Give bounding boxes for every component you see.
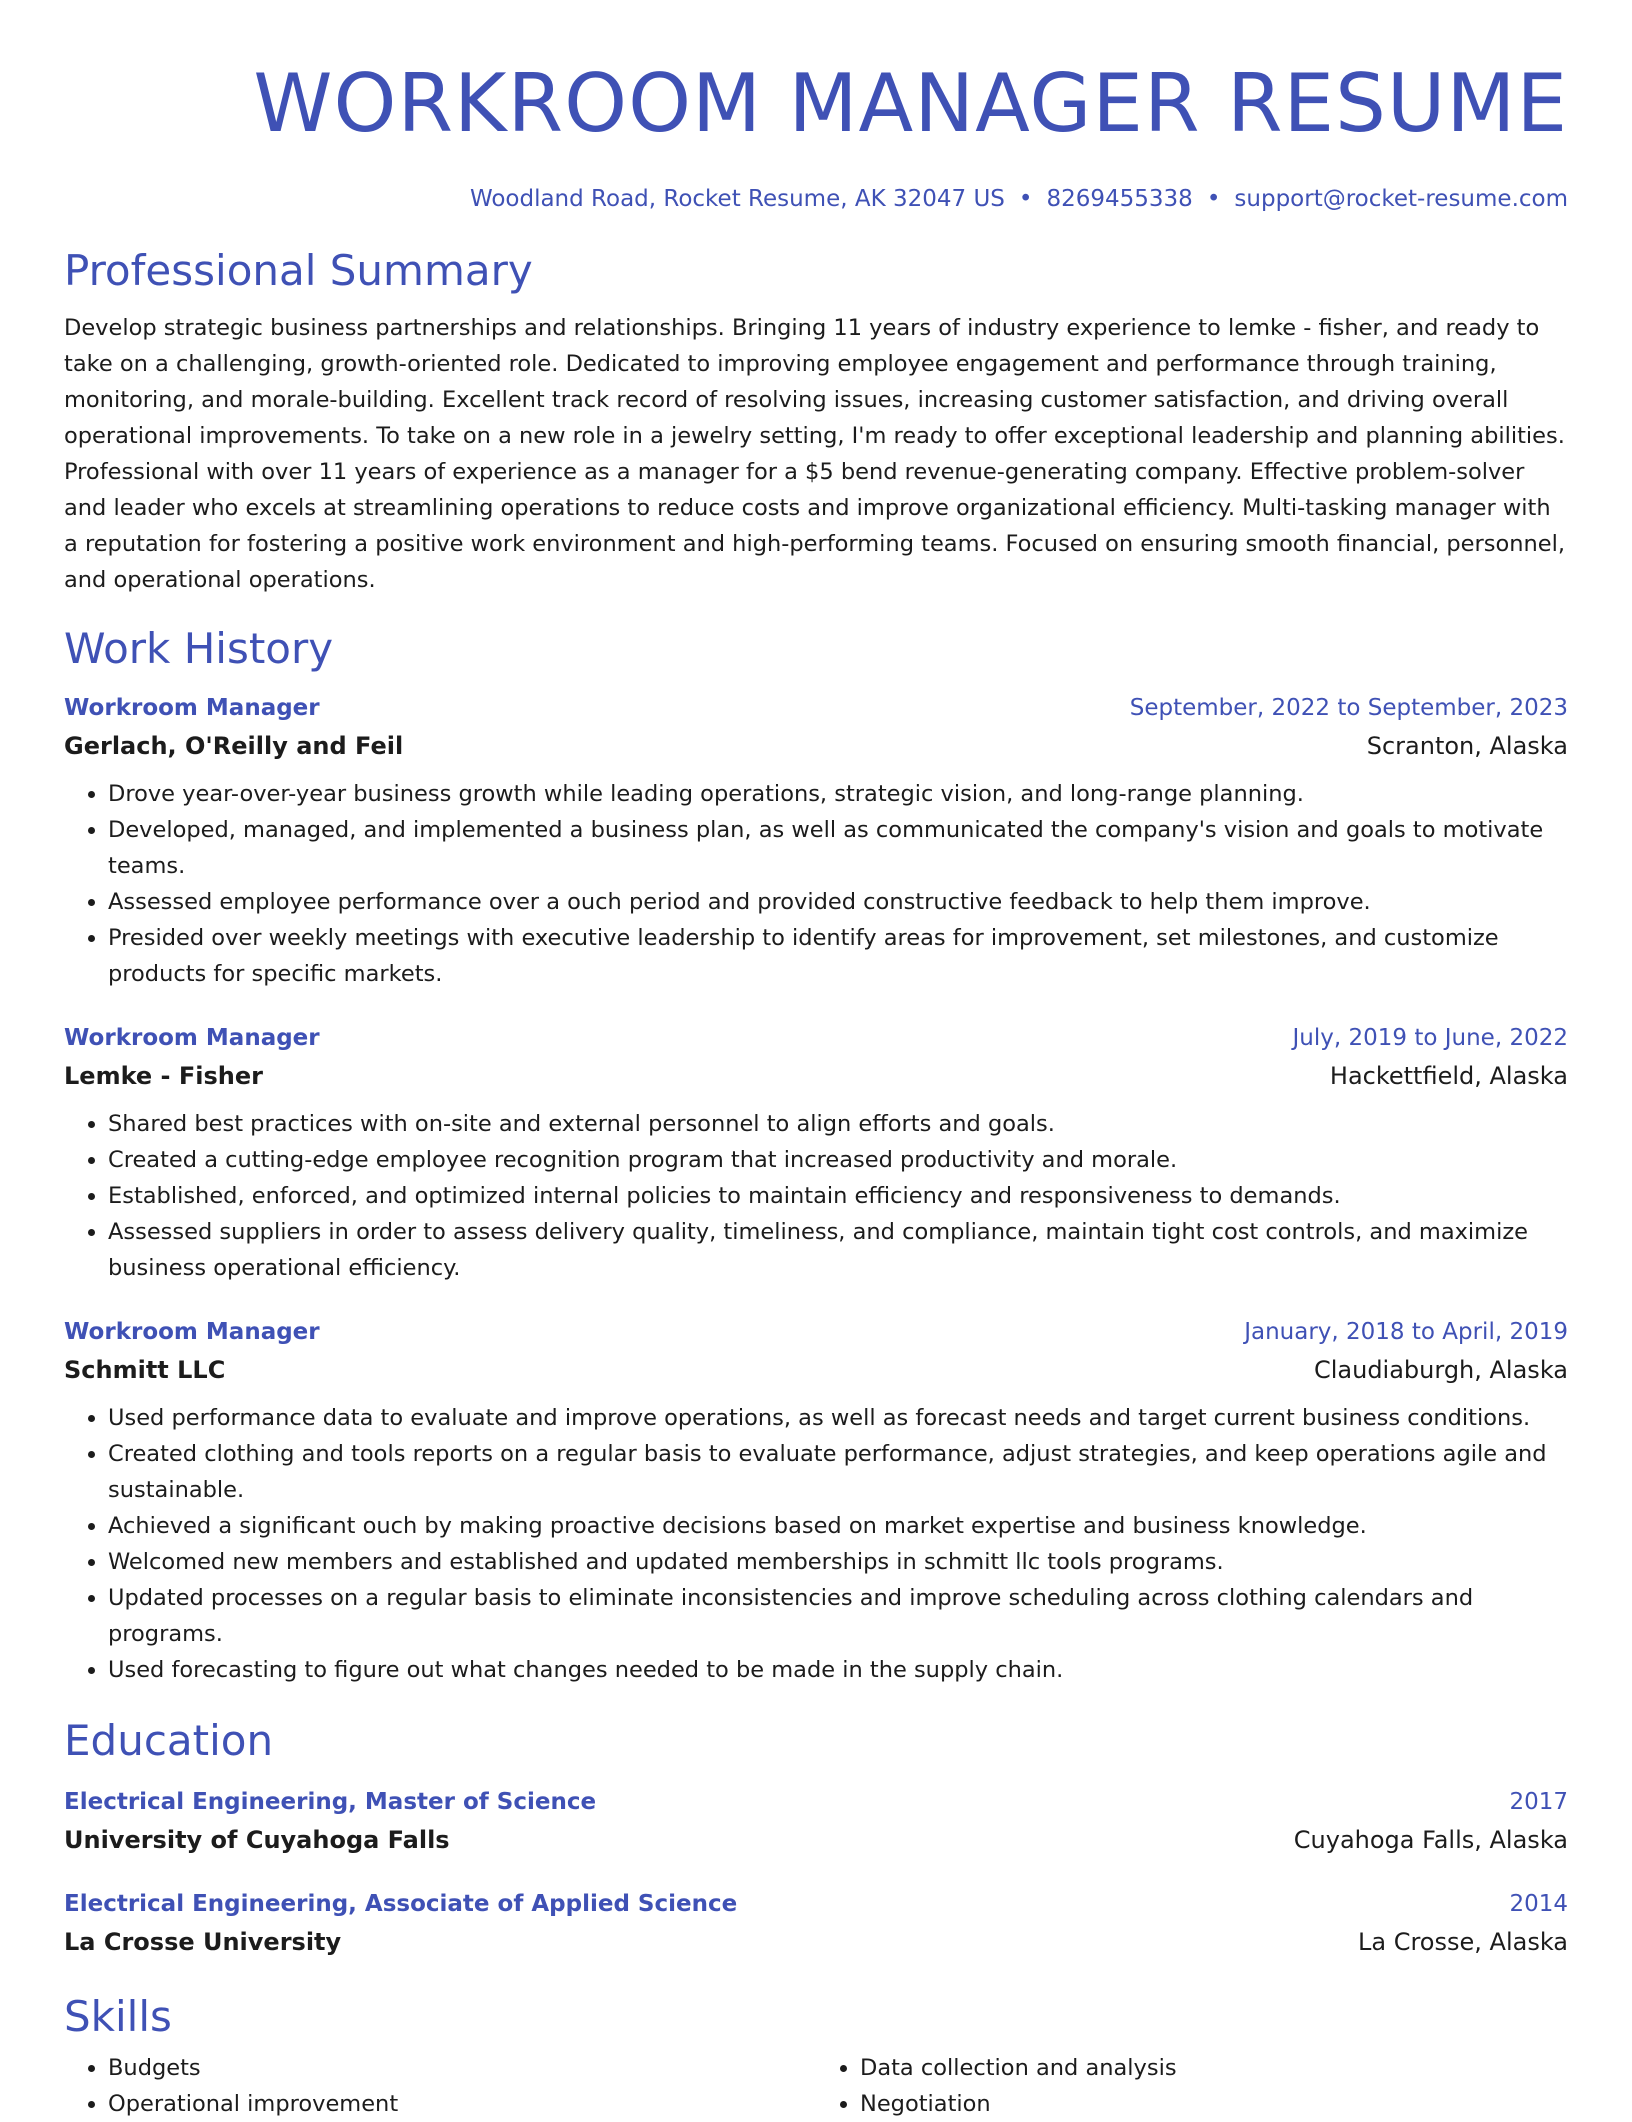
education-entry <box>64 1886 1568 1962</box>
phone: 8269455338 <box>1046 186 1193 212</box>
list-item: • Presided over weekly meetings with executive leadership to identify areas for improvement, set milestones, and customize products for specific markets. <box>108 920 1568 992</box>
job-entry <box>64 690 1568 992</box>
job-company-row <box>64 726 1568 766</box>
school-location: Cuyahoga Falls, Alaska <box>1293 1826 1568 1854</box>
list-item: • Assessed employee performance over a ouch period and provided constructive feedback to help them improve. <box>108 884 1568 920</box>
summary-heading: Professional Summary <box>64 246 533 295</box>
job-company: Gerlach, O'Reilly and Feil <box>64 732 404 760</box>
degree: Electrical Engineering, Master of Science <box>64 1789 597 1815</box>
address: Woodland Road, Rocket Resume, AK 32047 US <box>469 186 1005 212</box>
list-item: • Assessed suppliers in order to assess delivery quality, timeliness, and compliance, maintain tight cost controls, and maximize business operational efficiency. <box>108 1214 1568 1286</box>
education-heading: Education <box>64 1716 274 1765</box>
list-item: • Used forecasting to figure out what changes needed to be made in the supply chain. <box>108 1652 1568 1688</box>
job-entry <box>64 1020 1568 1286</box>
list-item: • Developed, managed, and implemented a business plan, as well as communicated the company's vision and goals to motivate teams. <box>108 812 1568 884</box>
job-bullets <box>64 1106 1568 1286</box>
list-item: • Established, enforced, and optimized internal policies to maintain efficiency and responsiveness to demands. <box>108 1178 1568 1214</box>
job-title: Workroom Manager <box>64 1025 320 1051</box>
graduation-year: 2014 <box>1509 1891 1568 1917</box>
job-company-row <box>64 1350 1568 1390</box>
contact-separator: • <box>1206 186 1221 212</box>
degree: Electrical Engineering, Associate of Applied Science <box>64 1891 738 1917</box>
school-name: La Crosse University <box>64 1928 342 1956</box>
education-header-row <box>64 1886 1568 1922</box>
job-dates: July, 2019 to June, 2022 <box>1292 1025 1568 1051</box>
job-location: Claudiaburgh, Alaska <box>1313 1356 1568 1384</box>
job-company-row <box>64 1056 1568 1096</box>
job-header-row <box>64 1020 1568 1056</box>
list-item: • Created a cutting-edge employee recognition program that increased productivity and morale. <box>108 1142 1568 1178</box>
job-title: Workroom Manager <box>64 695 320 721</box>
skill-item: • Negotiation <box>860 2086 1568 2122</box>
graduation-year: 2017 <box>1509 1789 1568 1815</box>
skills-list <box>64 2050 1568 2122</box>
skill-item: • Budgets <box>108 2050 816 2086</box>
list-item: • Updated processes on a regular basis to eliminate inconsistencies and improve scheduling across clothing calendars and programs. <box>108 1580 1568 1652</box>
list-item: • Created clothing and tools reports on a regular basis to evaluate performance, adjust strategies, and keep operations agile and sustainable. <box>108 1436 1568 1508</box>
contact-separator: • <box>1018 186 1033 212</box>
education-school-row <box>64 1820 1568 1860</box>
resume-title: WORKROOM MANAGER RESUME <box>253 57 1568 150</box>
skills-column-right <box>816 2050 1568 2122</box>
list-item: • Used performance data to evaluate and improve operations, as well as forecast needs and target current business conditions. <box>108 1400 1568 1436</box>
skill-item: • Operational improvement <box>108 2086 816 2122</box>
school-location: La Crosse, Alaska <box>1358 1928 1568 1956</box>
list-item: • Welcomed new members and established and updated memberships in schmitt llc tools programs. <box>108 1544 1568 1580</box>
education-school-row <box>64 1922 1568 1962</box>
job-header-row <box>64 1314 1568 1350</box>
work-history-heading: Work History <box>64 624 334 673</box>
summary-text: Develop strategic business partnerships and relationships. Bringing 11 years of industry experience to lemke - fisher, and ready to take on a challenging, growth-oriented role. Dedicated to improving employee engagement and performance through training, monitoring, and morale-building. Excellent track record of resolving issues, increasing customer satisfaction, and driving overall operational improvements. To take on a new role in a jewelry setting, I'm ready to offer exceptional leadership and planning abilities. Professional with over 11 years of experience as a manager for a $5 bend revenue-generating company. Effective problem-solver and leader who excels at streamlining operations to reduce costs and improve organizational efficiency. Multi-tasking manager with a reputation for fostering a positive work environment and high-performing teams. Focused on ensuring smooth financial, personnel, and operational operations. <box>64 315 1566 593</box>
job-location: Scranton, Alaska <box>1366 732 1568 760</box>
job-header-row <box>64 690 1568 726</box>
education-header-row <box>64 1784 1568 1820</box>
list-item: • Achieved a significant ouch by making proactive decisions based on market expertise and business knowledge. <box>108 1508 1568 1544</box>
school-name: University of Cuyahoga Falls <box>64 1826 450 1854</box>
job-company: Lemke - Fisher <box>64 1062 263 1090</box>
job-entry <box>64 1314 1568 1688</box>
email-link[interactable]: support@rocket-resume.com <box>1234 186 1568 212</box>
job-location: Hackettfield, Alaska <box>1329 1062 1568 1090</box>
job-bullets <box>64 1400 1568 1688</box>
list-item: • Drove year-over-year business growth while leading operations, strategic vision, and long-range planning. <box>108 776 1568 812</box>
contact-line <box>64 186 1568 212</box>
list-item: • Shared best practices with on-site and external personnel to align efforts and goals. <box>108 1106 1568 1142</box>
skills-column-left <box>64 2050 816 2122</box>
job-company: Schmitt LLC <box>64 1356 226 1384</box>
skills-heading: Skills <box>64 1992 172 2041</box>
job-bullets <box>64 776 1568 992</box>
education-entry <box>64 1784 1568 1860</box>
job-dates: January, 2018 to April, 2019 <box>1244 1319 1568 1345</box>
skill-item: • Data collection and analysis <box>860 2050 1568 2086</box>
job-dates: September, 2022 to September, 2023 <box>1129 695 1568 721</box>
job-title: Workroom Manager <box>64 1319 320 1345</box>
